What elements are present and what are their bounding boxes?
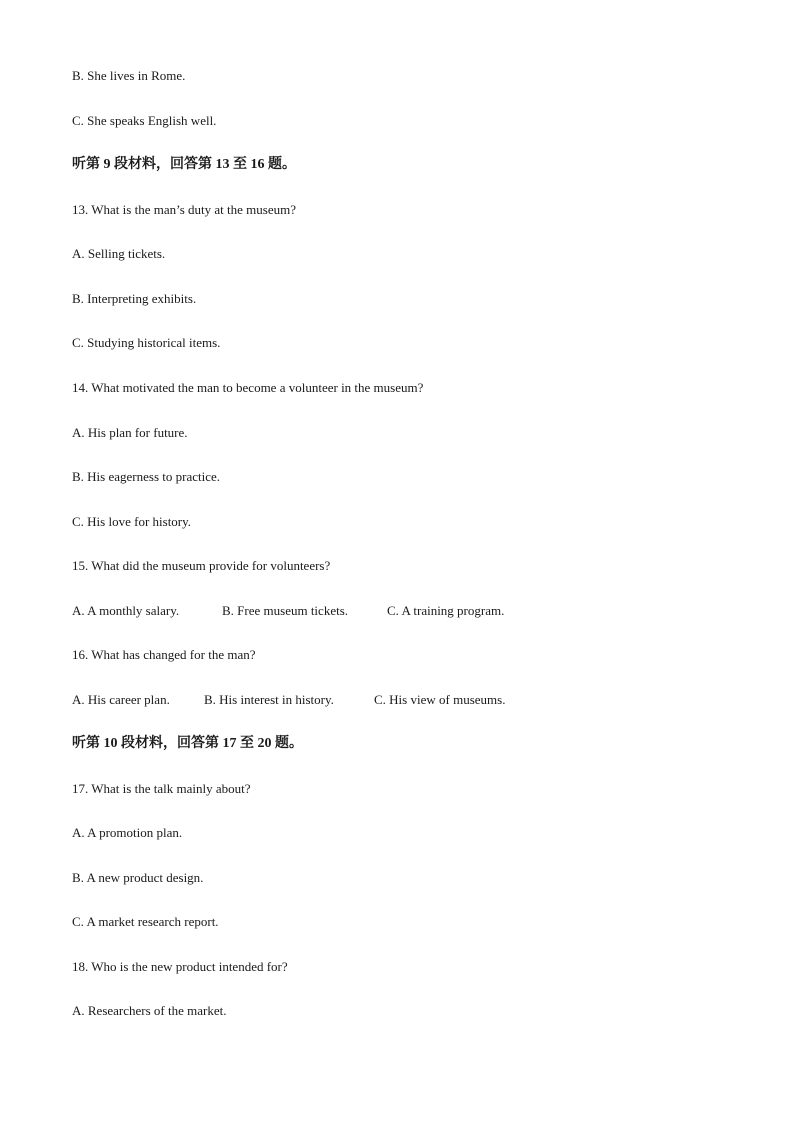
question-16: 16. What has changed for the man? <box>72 647 256 662</box>
question-15: 15. What did the museum provide for volunteers? <box>72 558 331 573</box>
option-15c: C. A training program. <box>387 603 505 618</box>
option-13c: C. Studying historical items. <box>72 335 221 350</box>
option-14a: A. His plan for future. <box>72 425 188 440</box>
option-14c: C. His love for history. <box>72 514 192 529</box>
option-12c: C. She speaks English well. <box>72 113 217 128</box>
question-14: 14. What motivated the man to become a volunteer in the museum? <box>72 380 424 395</box>
option-18a: A. Researchers of the market. <box>72 1003 227 1018</box>
question-13: 13. What is the man’s duty at the museum? <box>72 202 296 217</box>
option-16b: B. His interest in history. <box>204 692 334 707</box>
option-13b: B. Interpreting exhibits. <box>72 291 197 306</box>
option-16c: C. His view of museums. <box>374 692 506 707</box>
section-heading-10: 听第 10 段材料，回答第 17 至 20 题。 <box>72 736 303 751</box>
option-17b: B. A new product design. <box>72 870 204 885</box>
option-13a: A. Selling tickets. <box>72 246 166 261</box>
option-14b: B. His eagerness to practice. <box>72 469 221 484</box>
section-heading-9: 听第 9 段材料，回答第 13 至 16 题。 <box>72 157 296 172</box>
option-12b: B. She lives in Rome. <box>72 68 186 83</box>
option-17c: C. A market research report. <box>72 914 219 929</box>
question-17: 17. What is the talk mainly about? <box>72 781 251 796</box>
question-18: 18. Who is the new product intended for? <box>72 959 288 974</box>
option-17a: A. A promotion plan. <box>72 825 183 840</box>
option-15a: A. A monthly salary. <box>72 603 180 618</box>
option-15b: B. Free museum tickets. <box>222 603 349 618</box>
option-16a: A. His career plan. <box>72 692 170 707</box>
